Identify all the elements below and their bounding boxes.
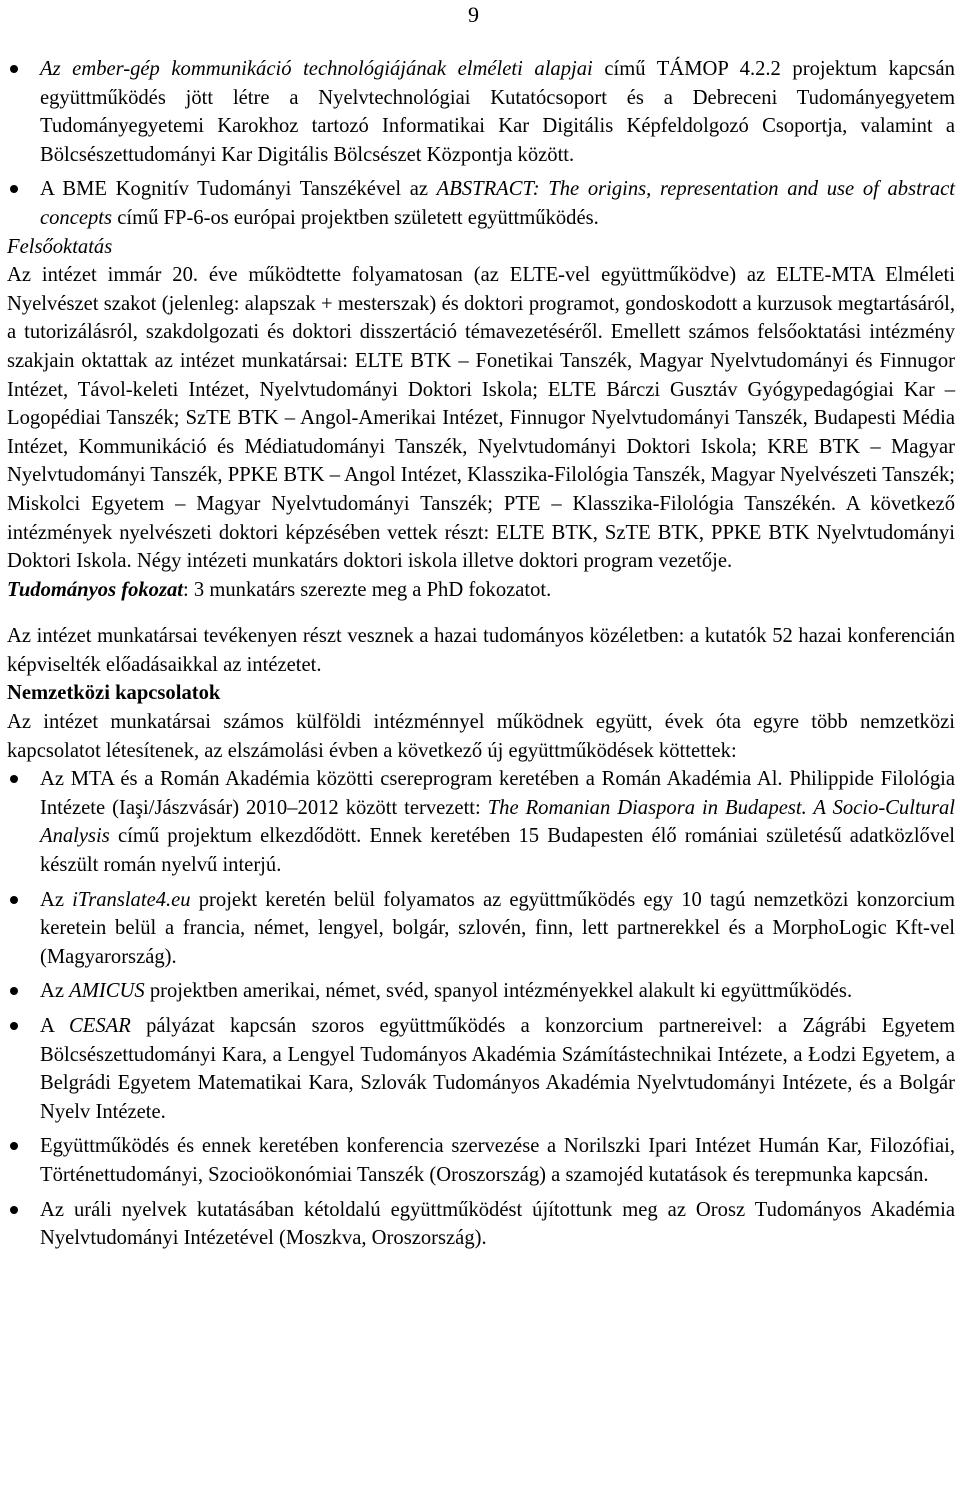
list-item: Az MTA és a Román Akadémia közötti csereprogram keretében a Román Akadémia Al. Philippide Filológia Intézete (Iaşi/Jászvásár) 2010–2012 között tervezett: The Romanian Diaspora in Budapest. A Socio-Cultural Analysis című projektum elkezdődött. Ennek keretében 15 Budapesten élő romániai születésű adatközlővel készült román nyelvű interjú. <box>7 765 955 879</box>
list-item: Az AMICUS projektben amerikai, német, svéd, spanyol intézményekkel alakult ki együttműködés. <box>7 977 955 1006</box>
top-bullet-list <box>7 55 955 233</box>
felsooktatas-paragraph: Az intézet immár 20. éve működtette folyamatosan (az ELTE-vel együttműködve) az ELTE-MTA Elméleti Nyelvészet szakot (jelenleg: alapszak + mesterszak) és doktori programot, gondoskodott a kurzusok megtartásáról, a tutorizálásról, szakdolgozati és doktori disszertáció témavezetéséről. Emellett számos felsőoktatási intézmény szakjain oktattak az intézet munkatársai: ELTE BTK – Fonetikai Tanszék, Magyar Nyelvtudományi és Finnugor Intézet, Távol-keleti Intézet, Nyelvtudományi Doktori Iskola; ELTE Bárczi Gusztáv Gyógypedagógiai Kar – Logopédiai Tanszék; SzTE BTK – Angol-Amerikai Intézet, Finnugor Nyelvtudományi Tanszék, Budapesti Média Intézet, Kommunikáció és Médiatudományi Tanszék, Nyelvtudományi Doktori Iskola; KRE BTK – Magyar Nyelvtudományi Tanszék, PPKE BTK – Angol Intézet, Klasszika-Filológia Tanszék, Magyar Nyelvészeti Tanszék; Miskolci Egyetem – Magyar Nyelvtudományi Tanszék; PTE – Klasszika-Filológia Tanszékén. A következő intézmények nyelvészeti doktori képzésében vettek részt: ELTE BTK, SzTE BTK, PPKE BTK Nyelvtudományi Doktori Iskola. Négy intézeti munkatárs doktori iskola illetve doktori program vezetője. <box>7 264 955 573</box>
document-body <box>7 55 955 1253</box>
nemzetkozi-intro: Az intézet munkatársai számos külföldi intézménnyel működnek együtt, évek óta egyre több nemzetközi kapcsolatot létesítenek, az elszámolási évben a következő új együttműködések köttettek: <box>7 711 955 762</box>
nemzetkozi-bullet-list <box>7 765 955 1253</box>
section-heading-felsooktatas: Felsőoktatás <box>7 235 113 258</box>
list-item: Az iTranslate4.eu projekt keretén belül folyamatos az együttműködés egy 10 tagú nemzetközi konzorcium keretein belül a francia, német, lengyel, bolgár, szlovén, finn, lett partnerekkel és a MorphoLogic Kft-vel (Magyarország). <box>7 886 955 972</box>
fokozat-label: Tudományos fokozat <box>7 578 184 601</box>
list-item: Az ember-gép kommunikáció technológiájának elméleti alapjai című TÁMOP 4.2.2 projektum kapcsán együttműködés jött létre a Nyelvtechnológiai Kutatócsoport és a Debreceni Tudományegyetem Tudományegyetemi Karokhoz tartozó Informatikai Kar Digitális Képfeldolgozó Csoportja, valamint a Bölcsészettudományi Kar Digitális Bölcsészet Központja között. <box>7 55 955 169</box>
project-title: ABSTRACT: The origins, representation and use of abstract concepts <box>40 178 955 229</box>
fokozat-line: Tudományos fokozat: 3 munkatárs szerezte meg a PhD fokozatot. <box>7 578 552 601</box>
page-number: 9 <box>468 2 479 27</box>
section-heading-nemzetkozi: Nemzetközi kapcsolatok <box>7 682 221 705</box>
kozelet-paragraph: Az intézet munkatársai tevékenyen részt vesznek a hazai tudományos közéletben: a kutatók 52 hazai konferencián képviselték előadásaikkal az intézetet. <box>7 625 955 676</box>
list-item: A CESAR pályázat kapcsán szoros együttműködés a konzorcium partnereivel: a Zágrábi Egyetem Bölcsészettudományi Kara, a Lengyel Tudományos Akadémia Számítástechnikai Intézete, a Łodzi Egyetem, a Belgrádi Egyetem Matematikai Kara, Szlovák Tudományos Akadémia Nyelvtudományi Intézete, és a Bolgár Nyelv Intézete. <box>7 1012 955 1126</box>
list-item: A BME Kognitív Tudományi Tanszékével az ABSTRACT: The origins, representation and use of abstract concepts című FP-6-os európai projektben született együttműködés. <box>7 175 955 232</box>
list-item: Az uráli nyelvek kutatásában kétoldalú együttműködést újítottunk meg az Orosz Tudományos Akadémia Nyelvtudományi Intézetével (Moszkva, Oroszország). <box>7 1196 955 1253</box>
project-title: Az ember-gép kommunikáció technológiájának elméleti alapjai <box>40 58 593 80</box>
list-item: Együttműködés és ennek keretében konferencia szervezése a Norilszki Ipari Intézet Humán Kar, Filozófiai, Történettudományi, Szocioökonómiai Tanszék (Oroszország) a szamojéd kutatások és terepmunka kapcsán. <box>7 1132 955 1189</box>
